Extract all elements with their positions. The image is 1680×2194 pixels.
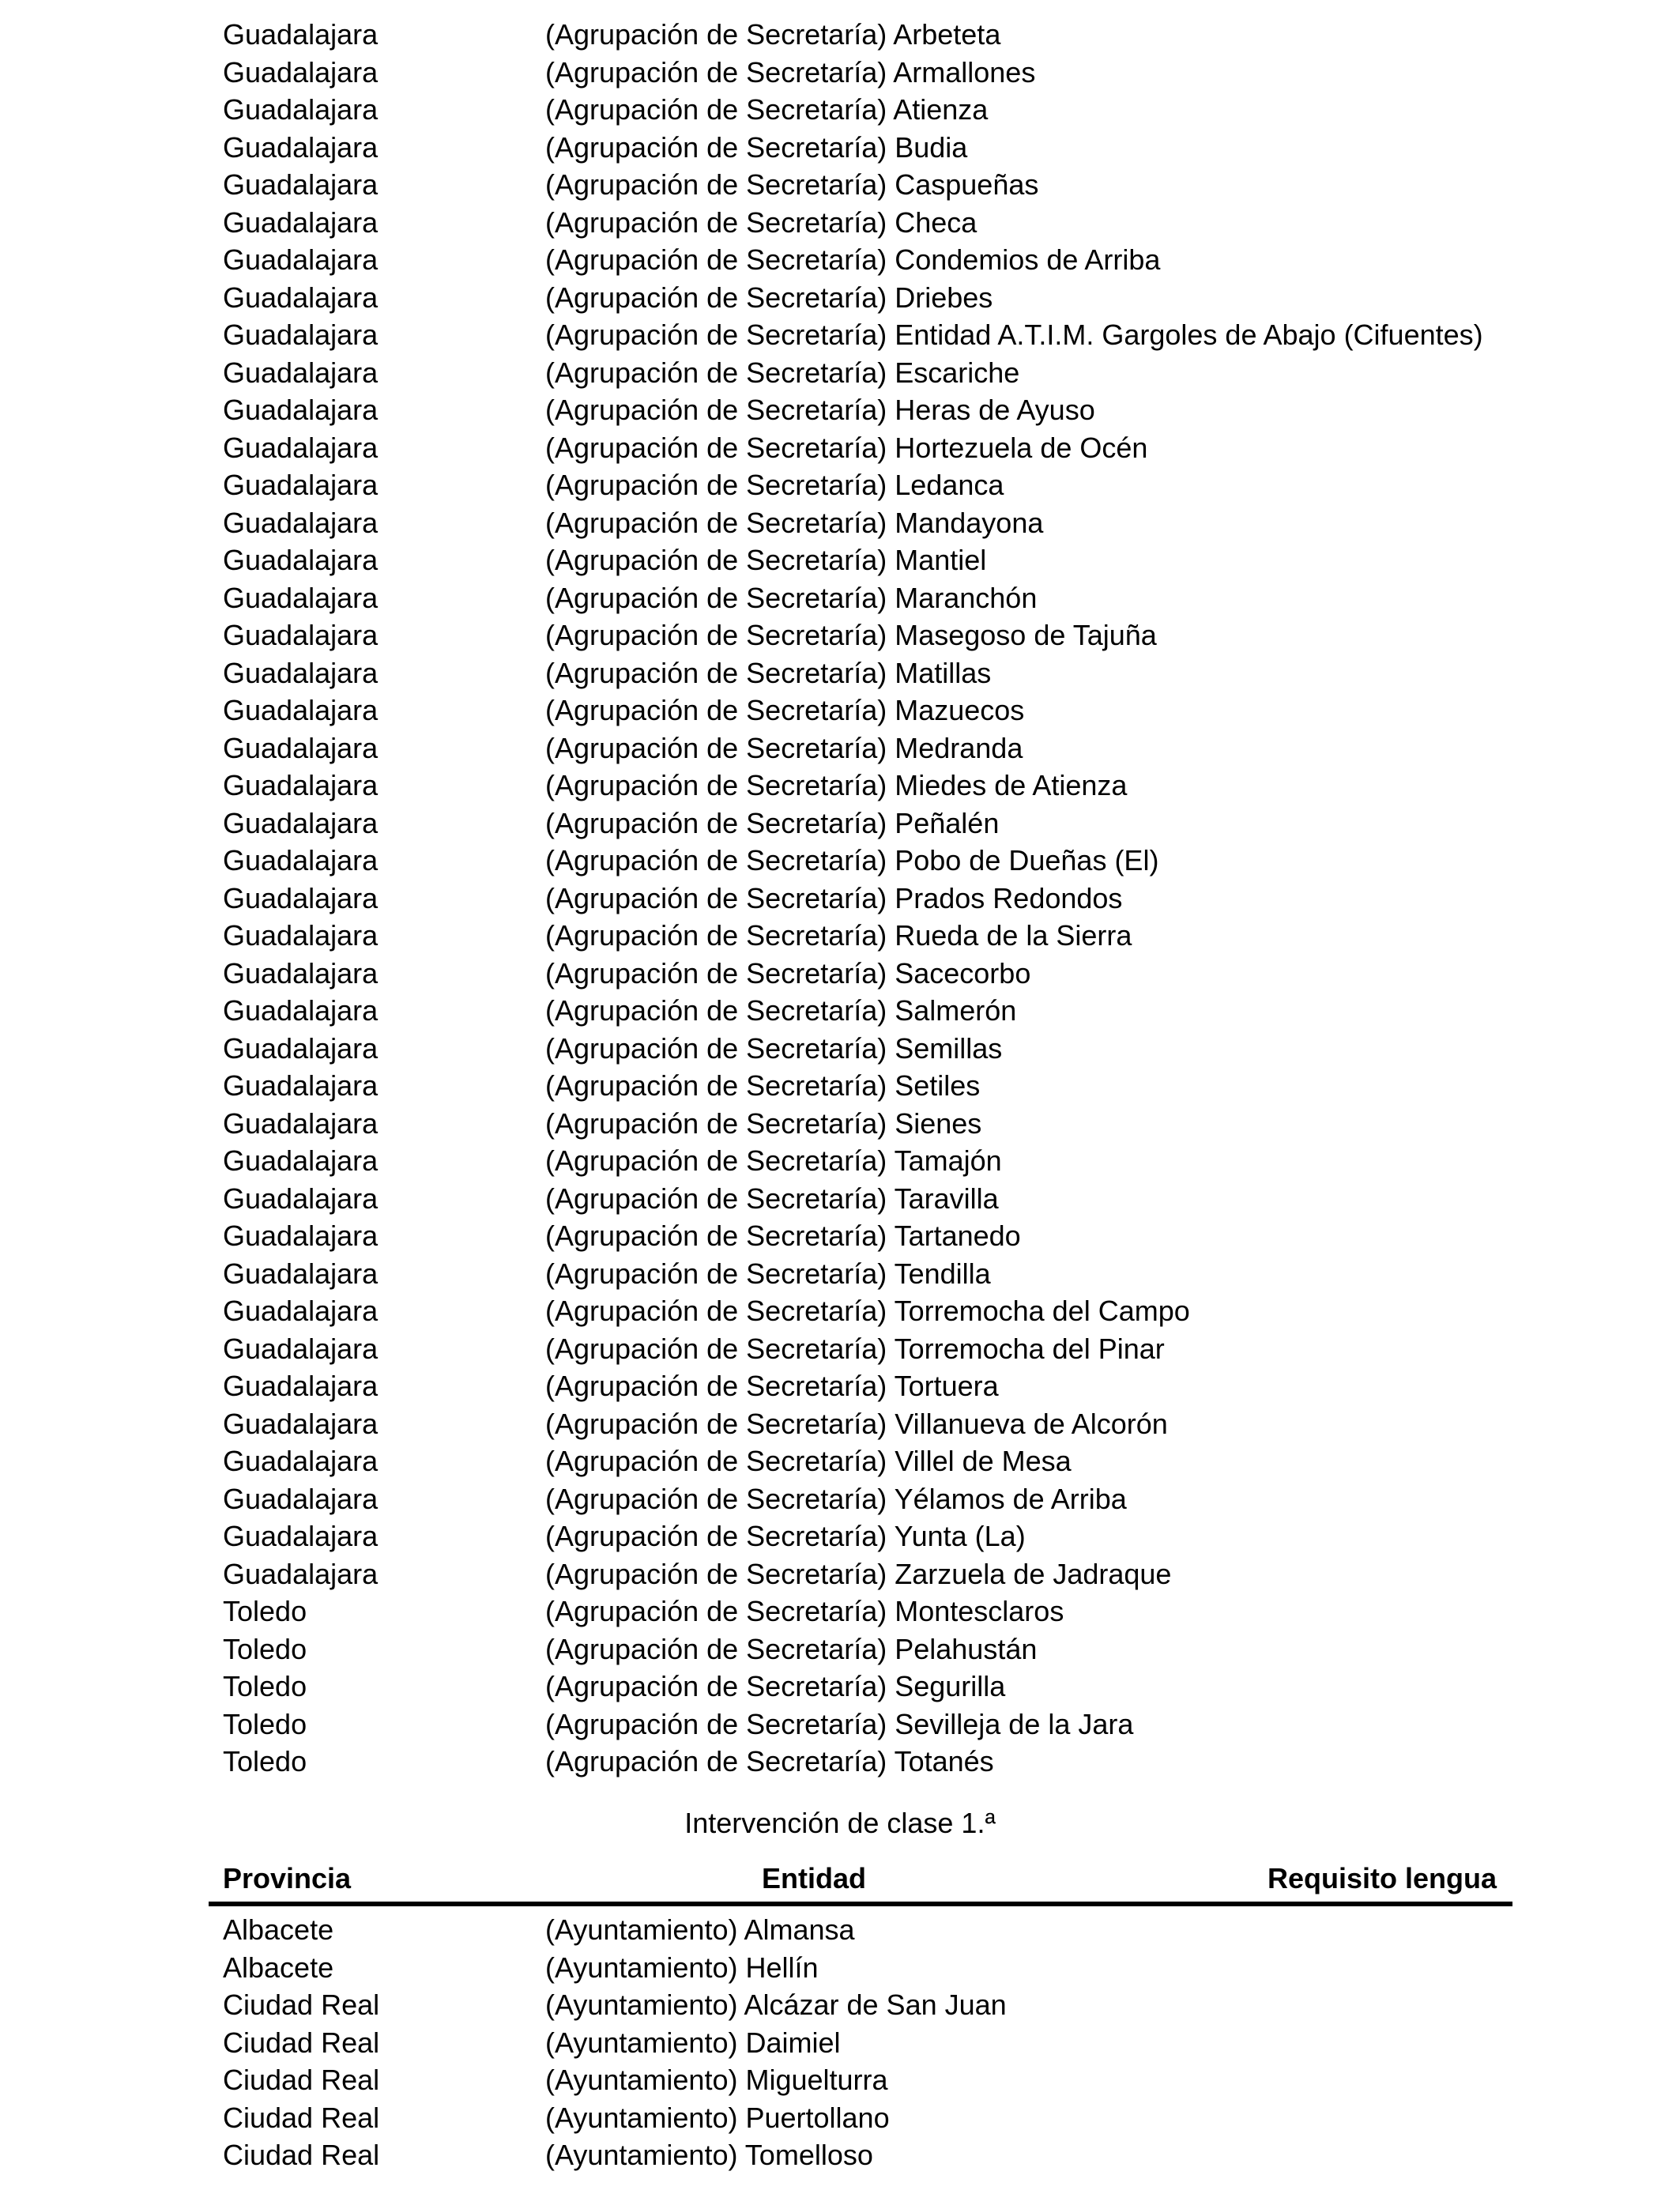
table-row	[0, 2099, 1680, 2136]
entidad-cell: (Agrupación de Secretaría) Semillas	[545, 1031, 1003, 1065]
provincia-cell: Guadalajara	[223, 1031, 379, 1065]
table-row	[0, 2024, 1680, 2061]
entidad-cell: (Agrupación de Secretaría) Tamajón	[545, 1144, 1002, 1177]
provincia-cell: Guadalajara	[223, 281, 379, 314]
table-row	[0, 391, 1680, 428]
entidad-cell: (Agrupación de Secretaría) Rueda de la Sierra	[545, 919, 1132, 952]
table-row	[0, 354, 1680, 391]
entidad-cell: (Agrupación de Secretaría) Zarzuela de Jadraque	[545, 1557, 1172, 1590]
provincia-cell: Guadalajara	[223, 694, 379, 726]
entidad-cell: (Agrupación de Secretaría) Condemios de Arriba	[545, 243, 1161, 276]
provincia-cell: Guadalajara	[223, 168, 379, 201]
table-row	[0, 166, 1680, 203]
provincia-cell: Guadalajara	[223, 1332, 379, 1365]
entidad-cell: (Agrupación de Secretaría) Escariche	[545, 356, 1020, 389]
table-row	[0, 767, 1680, 804]
entidad-cell: (Ayuntamiento) Almansa	[545, 1913, 855, 1946]
entidad-cell: (Agrupación de Secretaría) Villel de Mesa	[545, 1445, 1072, 1477]
entidad-cell: (Agrupación de Secretaría) Ledanca	[545, 469, 1004, 501]
table-row	[0, 2136, 1680, 2173]
table-row	[0, 1367, 1680, 1404]
table-row	[0, 1030, 1680, 1067]
table-row	[0, 541, 1680, 579]
provincia-cell: Guadalajara	[223, 1370, 379, 1402]
header-divider	[209, 1902, 1512, 1906]
provincia-cell: Ciudad Real	[223, 2101, 380, 2134]
entidad-cell: (Agrupación de Secretaría) Mantiel	[545, 544, 987, 576]
table-row	[0, 241, 1680, 278]
provincia-cell: Guadalajara	[223, 881, 379, 914]
entidad-cell: (Agrupación de Secretaría) Tartanedo	[545, 1220, 1021, 1252]
provincia-cell: Guadalajara	[223, 919, 379, 952]
table-row	[0, 316, 1680, 353]
provincia-cell: Toledo	[223, 1670, 307, 1702]
provincia-cell: Guadalajara	[223, 1295, 379, 1327]
provincia-cell: Guadalajara	[223, 469, 379, 501]
column-header-requisito-lengua: Requisito lengua	[1268, 1862, 1497, 1894]
table-row	[0, 1292, 1680, 1329]
table-row	[0, 1593, 1680, 1630]
provincia-cell: Guadalajara	[223, 994, 379, 1027]
provincia-cell: Ciudad Real	[223, 2139, 380, 2171]
provincia-cell: Guadalajara	[223, 506, 379, 539]
entidad-cell: (Agrupación de Secretaría) Totanés	[545, 1745, 994, 1777]
table-row	[0, 54, 1680, 91]
table-row	[0, 1180, 1680, 1217]
entidad-cell: (Agrupación de Secretaría) Mandayona	[545, 506, 1044, 539]
table-row	[0, 880, 1680, 917]
entidad-cell: (Agrupación de Secretaría) Tendilla	[545, 1257, 991, 1290]
provincia-cell: Guadalajara	[223, 130, 379, 164]
column-header-entidad: Entidad	[762, 1862, 866, 1894]
entidad-cell: (Agrupación de Secretaría) Yélamos de Arriba	[545, 1482, 1127, 1515]
table-row	[0, 1706, 1680, 1743]
provincia-cell: Guadalajara	[223, 844, 379, 876]
table-row	[0, 1255, 1680, 1292]
entidad-cell: (Agrupación de Secretaría) Heras de Ayuso	[545, 394, 1095, 426]
provincia-cell: Guadalajara	[223, 356, 379, 389]
entidad-cell: (Agrupación de Secretaría) Hortezuela de Océn	[545, 431, 1148, 464]
table-row	[0, 917, 1680, 954]
table-row	[0, 16, 1680, 53]
provincia-cell: Toledo	[223, 1707, 307, 1740]
entidad-cell: (Agrupación de Secretaría) Matillas	[545, 656, 992, 689]
entidad-cell: (Ayuntamiento) Hellín	[545, 1951, 819, 1984]
entidad-cell: (Agrupación de Secretaría) Torremocha del Pinar	[545, 1332, 1165, 1365]
provincia-cell: Guadalajara	[223, 1557, 379, 1590]
table-row	[0, 1668, 1680, 1705]
provincia-cell: Guadalajara	[223, 544, 379, 576]
table-row	[0, 1142, 1680, 1179]
table-row	[0, 955, 1680, 992]
entidad-cell: (Ayuntamiento) Puertollano	[545, 2101, 890, 2134]
entidad-cell: (Agrupación de Secretaría) Montesclaros	[545, 1595, 1064, 1627]
table-row	[0, 429, 1680, 466]
entidad-cell: (Agrupación de Secretaría) Sacecorbo	[545, 956, 1031, 990]
table-row	[0, 579, 1680, 616]
entidad-cell: (Agrupación de Secretaría) Taravilla	[545, 1182, 999, 1215]
entidad-cell: (Agrupación de Secretaría) Checa	[545, 205, 977, 239]
provincia-cell: Guadalajara	[223, 1407, 379, 1440]
entidad-cell: (Agrupación de Secretaría) Yunta (La)	[545, 1520, 1026, 1552]
entidad-cell: (Agrupación de Secretaría) Caspueñas	[545, 168, 1039, 201]
provincia-cell: Ciudad Real	[223, 1989, 380, 2021]
table-row	[0, 654, 1680, 692]
provincia-cell: Ciudad Real	[223, 2064, 380, 2096]
provincia-cell: Guadalajara	[223, 431, 379, 464]
entidad-cell: (Agrupación de Secretaría) Maranchón	[545, 581, 1038, 614]
provincia-cell: Guadalajara	[223, 769, 379, 801]
provincia-cell: Ciudad Real	[223, 2026, 380, 2059]
column-header-provincia: Provincia	[223, 1862, 352, 1894]
provincia-cell: Guadalajara	[223, 243, 379, 276]
provincia-cell: Guadalajara	[223, 619, 379, 651]
table-row	[0, 1405, 1680, 1442]
provincia-cell: Guadalajara	[223, 731, 379, 764]
provincia-cell: Guadalajara	[223, 656, 379, 689]
provincia-cell: Guadalajara	[223, 956, 379, 990]
entidad-cell: (Ayuntamiento) Tomelloso	[545, 2139, 873, 2171]
entidad-cell: (Agrupación de Secretaría) Mazuecos	[545, 694, 1025, 726]
table-row	[0, 1949, 1680, 1986]
provincia-cell: Albacete	[223, 1951, 334, 1984]
entidad-cell: (Agrupación de Secretaría) Budia	[545, 130, 968, 164]
provincia-cell: Toledo	[223, 1632, 307, 1665]
table-row	[0, 992, 1680, 1029]
table-row	[0, 1517, 1680, 1555]
table-row	[0, 1067, 1680, 1104]
table-row	[0, 1480, 1680, 1517]
provincia-cell: Guadalajara	[223, 1445, 379, 1477]
entidad-cell: (Agrupación de Secretaría) Armallones	[545, 55, 1036, 89]
table-row	[0, 2061, 1680, 2098]
section-title: Intervención de clase 1.ª	[684, 1807, 996, 1839]
entidad-cell: (Agrupación de Secretaría) Villanueva de Alcorón	[545, 1407, 1168, 1440]
provincia-cell: Guadalajara	[223, 581, 379, 614]
entidad-cell: (Agrupación de Secretaría) Torremocha del Campo	[545, 1295, 1190, 1327]
entidad-cell: (Ayuntamiento) Daimiel	[545, 2026, 841, 2059]
provincia-cell: Guadalajara	[223, 1144, 379, 1177]
provincia-cell: Guadalajara	[223, 1220, 379, 1252]
provincia-cell: Guadalajara	[223, 394, 379, 426]
provincia-cell: Guadalajara	[223, 18, 379, 51]
entidad-cell: (Agrupación de Secretaría) Entidad A.T.I.M. Gargoles de Abajo (Cifuentes)	[545, 319, 1483, 351]
entidad-cell: (Agrupación de Secretaría) Segurilla	[545, 1670, 1006, 1702]
provincia-cell: Guadalajara	[223, 319, 379, 351]
provincia-cell: Toledo	[223, 1745, 307, 1777]
table-row	[0, 1330, 1680, 1367]
provincia-cell: Guadalajara	[223, 806, 379, 839]
provincia-cell: Albacete	[223, 1913, 334, 1946]
entidad-cell: (Agrupación de Secretaría) Prados Redondos	[545, 881, 1123, 914]
table-row	[0, 616, 1680, 654]
table-row	[0, 805, 1680, 842]
table-row	[0, 729, 1680, 767]
provincia-cell: Toledo	[223, 1595, 307, 1627]
table-row	[0, 1105, 1680, 1142]
entidad-cell: (Agrupación de Secretaría) Tortuera	[545, 1370, 999, 1402]
provincia-cell: Guadalajara	[223, 55, 379, 89]
table-row	[0, 1743, 1680, 1780]
entidad-cell: (Agrupación de Secretaría) Salmerón	[545, 994, 1017, 1027]
entidad-cell: (Agrupación de Secretaría) Atienza	[545, 93, 989, 126]
table-row	[0, 279, 1680, 316]
entidad-cell: (Agrupación de Secretaría) Masegoso de Tajuña	[545, 619, 1157, 651]
table-row	[0, 504, 1680, 541]
provincia-cell: Guadalajara	[223, 1257, 379, 1290]
table-row	[0, 91, 1680, 128]
provincia-cell: Guadalajara	[223, 1520, 379, 1552]
table-row	[0, 1555, 1680, 1593]
table-row	[0, 1630, 1680, 1668]
table-row	[0, 1986, 1680, 2023]
entidad-cell: (Agrupación de Secretaría) Peñalén	[545, 806, 1000, 839]
table-row	[0, 204, 1680, 241]
entidad-cell: (Agrupación de Secretaría) Medranda	[545, 731, 1023, 764]
entidad-cell: (Agrupación de Secretaría) Pobo de Dueñas (El)	[545, 844, 1159, 876]
provincia-cell: Guadalajara	[223, 1069, 379, 1102]
entidad-cell: (Agrupación de Secretaría) Driebes	[545, 281, 993, 314]
table-row	[0, 842, 1680, 879]
provincia-cell: Guadalajara	[223, 1182, 379, 1215]
entidad-cell: (Agrupación de Secretaría) Pelahustán	[545, 1632, 1038, 1665]
table-row	[0, 692, 1680, 729]
entidad-cell: (Agrupación de Secretaría) Miedes de Atienza	[545, 769, 1128, 801]
entidad-cell: (Ayuntamiento) Miguelturra	[545, 2064, 888, 2096]
provincia-cell: Guadalajara	[223, 93, 379, 126]
provincia-cell: Guadalajara	[223, 205, 379, 239]
entidad-cell: (Ayuntamiento) Alcázar de San Juan	[545, 1989, 1007, 2021]
entidad-cell: (Agrupación de Secretaría) Arbeteta	[545, 18, 1001, 51]
provincia-cell: Guadalajara	[223, 1482, 379, 1515]
table-row	[0, 1911, 1680, 1948]
table-row	[0, 129, 1680, 166]
table-row	[0, 1442, 1680, 1480]
table-row	[0, 1217, 1680, 1254]
table-row	[0, 466, 1680, 503]
entidad-cell: (Agrupación de Secretaría) Sienes	[545, 1106, 982, 1140]
entidad-cell: (Agrupación de Secretaría) Sevilleja de la Jara	[545, 1707, 1134, 1740]
entidad-cell: (Agrupación de Secretaría) Setiles	[545, 1069, 981, 1102]
provincia-cell: Guadalajara	[223, 1106, 379, 1140]
